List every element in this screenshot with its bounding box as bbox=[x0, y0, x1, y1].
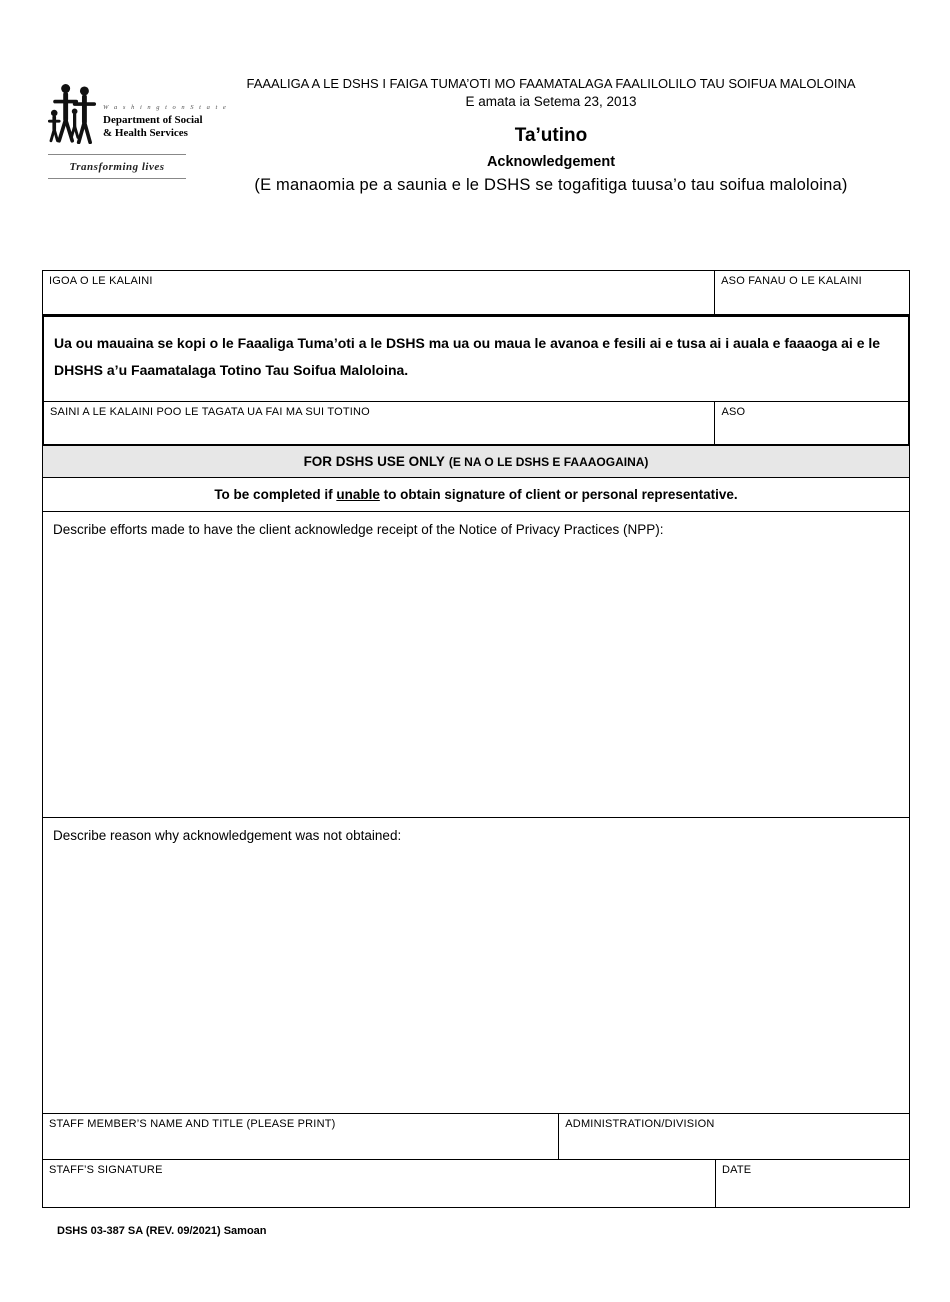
dshs-use-only-title: FOR DSHS USE ONLY bbox=[303, 454, 445, 469]
staff-row bbox=[42, 1114, 910, 1160]
logo-tagline-box bbox=[48, 154, 186, 179]
form-header bbox=[0, 72, 950, 198]
efforts-field[interactable] bbox=[42, 512, 910, 818]
staff-date-field[interactable] bbox=[715, 1160, 909, 1207]
client-sign-date-label: ASO bbox=[721, 406, 746, 418]
admin-division-label: ADMINISTRATION/DIVISION bbox=[565, 1118, 715, 1130]
client-signature-row bbox=[44, 401, 908, 444]
acknowledgement-block bbox=[42, 315, 910, 446]
client-signature-field[interactable] bbox=[44, 402, 714, 444]
form-title-block bbox=[190, 72, 912, 195]
staff-signature-row bbox=[42, 1160, 910, 1208]
efforts-prompt: Describe efforts made to have the client acknowledge receipt of the Notice of Privacy Practices (NPP): bbox=[53, 522, 664, 537]
staff-name-label: STAFF MEMBER’S NAME AND TITLE (PLEASE PRINT) bbox=[49, 1118, 336, 1130]
staff-signature-label: STAFF’S SIGNATURE bbox=[49, 1164, 163, 1176]
form-title-samoan: FAAALIGA A LE DSHS I FAIGA TUMA’OTI MO FAAMATALAGA FAALILOLILO TAU SOIFUA MALOLOINA bbox=[246, 76, 856, 91]
instruction-suffix: to obtain signature of client or personal representative. bbox=[379, 487, 738, 502]
dshs-logo bbox=[48, 82, 228, 179]
client-row bbox=[42, 270, 910, 315]
client-sign-date-field[interactable] bbox=[714, 402, 908, 444]
client-dob-field[interactable] bbox=[714, 271, 909, 314]
form-main-title: Ta’utino bbox=[514, 125, 588, 146]
instruction-underlined-word: unable bbox=[336, 487, 380, 502]
dshs-family-logo-icon bbox=[48, 82, 98, 149]
instruction-prefix: To be completed if bbox=[214, 487, 337, 502]
client-name-label: IGOA O LE KALAINI bbox=[49, 275, 153, 287]
logo-dept-line2: & Health Services bbox=[103, 126, 188, 139]
acknowledgement-statement: Ua ou mauaina se kopi o le Faaaliga Tuma’oti a le DSHS ma ua ou maua le avanoa e fesili ai e tusa ai i auala e faaaoga ai e le DHSHS a’u Faamatalaga Totino Tau Soifua Maloloina. bbox=[54, 335, 881, 378]
reason-field[interactable] bbox=[42, 818, 910, 1114]
form-subtitle: Acknowledgement bbox=[486, 154, 616, 170]
form-table bbox=[42, 270, 910, 1208]
client-signature-label: SAINI A LE KALAINI POO LE TAGATA UA FAI MA SUI TOTINO bbox=[50, 406, 370, 418]
client-name-field[interactable] bbox=[43, 271, 714, 314]
staff-date-label: DATE bbox=[722, 1164, 752, 1176]
staff-name-field[interactable] bbox=[43, 1114, 558, 1159]
admin-division-field[interactable] bbox=[558, 1114, 909, 1159]
dshs-use-only-title-samoan: (E NA O LE DSHS E FAAAOGAINA) bbox=[448, 454, 649, 469]
form-effective-date: E amata ia Setema 23, 2013 bbox=[465, 94, 637, 109]
staff-signature-field[interactable] bbox=[43, 1160, 715, 1207]
form-page bbox=[0, 72, 950, 1302]
form-note: (E manaomia pe a saunia e le DSHS se togafitiga tuusa’o tau soifua maloloina) bbox=[254, 176, 848, 194]
reason-prompt: Describe reason why acknowledgement was not obtained: bbox=[53, 828, 402, 843]
logo-tagline: Transforming lives bbox=[69, 161, 165, 173]
logo-state-text: W a s h i n g t o n S t a t e bbox=[103, 104, 228, 111]
instruction-row bbox=[42, 478, 910, 512]
form-number: DSHS 03-387 SA (REV. 09/2021) Samoan bbox=[57, 1225, 267, 1237]
dshs-use-only-bar bbox=[42, 446, 910, 478]
logo-dept-line1: Department of Social bbox=[103, 114, 203, 126]
client-dob-label: ASO FANAU O LE KALAINI bbox=[721, 275, 862, 287]
